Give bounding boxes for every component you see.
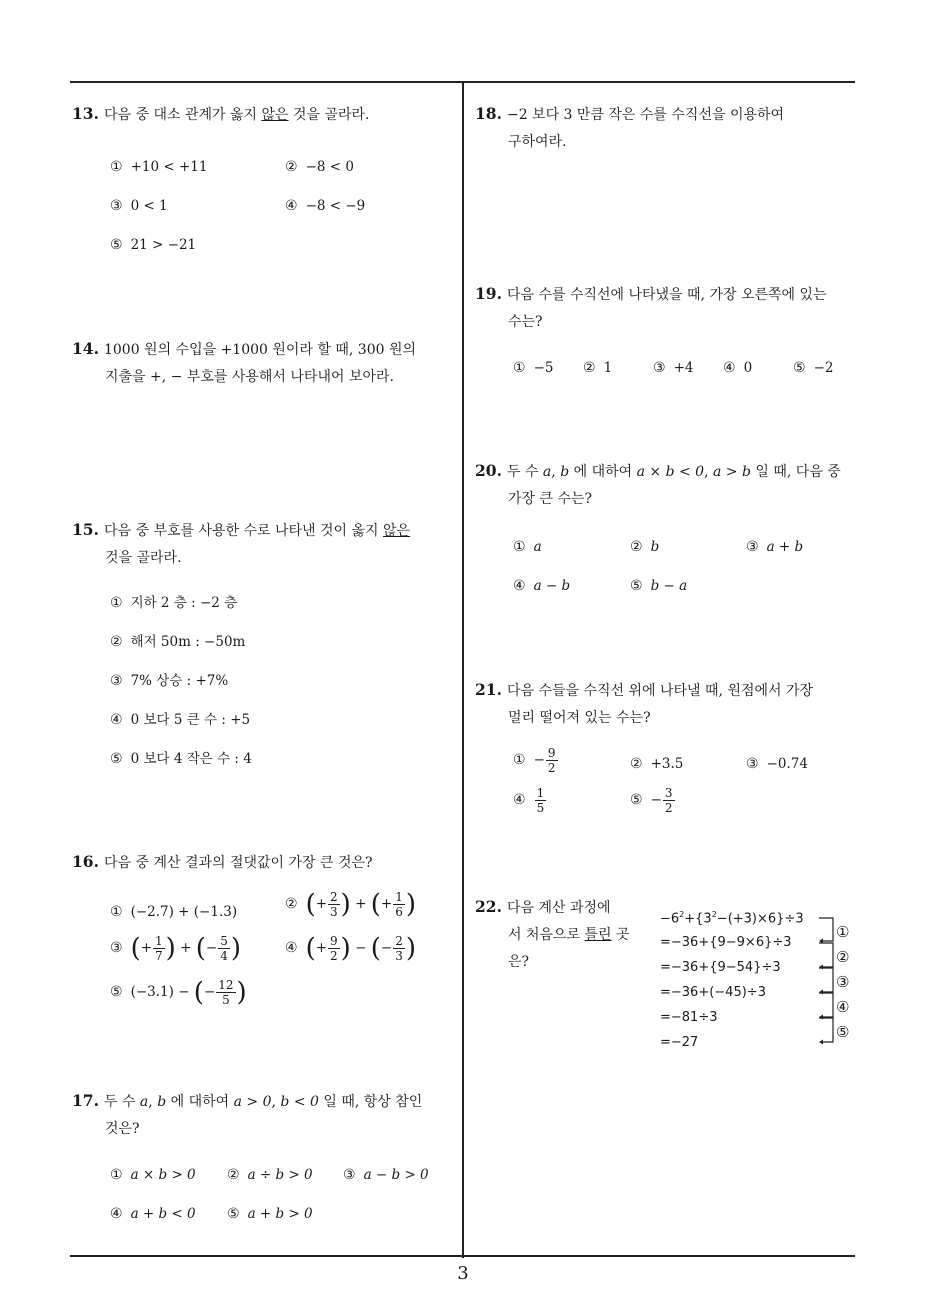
question-text: 구하여라. <box>508 134 567 150</box>
question-number: 19. <box>475 284 502 303</box>
question-text: 1000 원의 수입을 +1000 원이라 할 때, 300 원의 <box>103 342 417 358</box>
option[interactable]: ③ a − b > 0 <box>343 1167 429 1183</box>
calc-line: =−36+{9−9×6}÷3 <box>660 935 792 950</box>
option[interactable]: ⑤ − $\frac{3}{2}$ <box>630 786 673 815</box>
question-text: 다음 수를 수직선에 나타냈을 때, 가장 오른쪽에 있는 <box>506 287 827 303</box>
option[interactable]: ② (+ $\frac{2}{3}$ ) + (+ $\frac{1}{6}$ ) <box>285 889 416 920</box>
question-text: 다음 중 부호를 사용한 수로 나타낸 것이 옳지 않은 <box>103 523 411 539</box>
option[interactable]: ① a × b > 0 <box>110 1167 196 1183</box>
option[interactable]: ④ −8 < −9 <box>285 198 366 214</box>
option[interactable]: ③ (+ $\frac{1}{7}$ ) + (− $\frac{5}{4}$ ) <box>110 933 241 964</box>
bottom-rule <box>70 1255 855 1257</box>
question-19 <box>475 280 875 336</box>
option[interactable]: ② b <box>630 539 660 555</box>
option[interactable]: ① 지하 2 층 : −2 층 <box>110 595 238 611</box>
step-mark: ② <box>836 948 850 966</box>
calc-line: =−36+{9−54}÷3 <box>660 960 781 975</box>
column-divider <box>462 81 464 1258</box>
step-mark: ③ <box>836 973 850 991</box>
question-number: 15. <box>72 520 99 539</box>
calc-line: =−36+(−45)÷3 <box>660 985 766 1000</box>
question-number: 20. <box>475 461 502 480</box>
step-mark: ① <box>836 923 850 941</box>
option[interactable]: ③ −0.74 <box>746 756 808 772</box>
question-text: 멀리 떨어져 있는 수는? <box>508 710 651 726</box>
option[interactable]: ③ 7% 상승 : +7% <box>110 673 229 689</box>
question-text: 다음 계산 과정에 <box>506 900 611 916</box>
option[interactable]: ⑤ b − a <box>630 578 688 594</box>
question-22 <box>475 893 655 976</box>
question-text: 것은? <box>105 1121 140 1137</box>
question-text: 다음 중 대소 관계가 옳지 않은 것을 골라라. <box>103 107 370 123</box>
option[interactable]: ③ a + b <box>746 539 804 555</box>
question-16 <box>72 848 457 877</box>
question-text: 다음 중 계산 결과의 절댓값이 가장 큰 것은? <box>103 855 373 871</box>
option[interactable]: ③ +4 <box>653 360 694 376</box>
option[interactable]: ④ a − b <box>513 578 571 594</box>
question-17 <box>72 1087 457 1143</box>
option[interactable]: ④ 0 보다 5 큰 수 : +5 <box>110 712 251 728</box>
question-20 <box>475 457 875 513</box>
option[interactable]: ⑤ −2 <box>793 360 834 376</box>
question-number: 14. <box>72 339 99 358</box>
option[interactable]: ③ 0 < 1 <box>110 198 168 214</box>
question-text: 두 수 a, b 에 대하여 a > 0, b < 0 일 때, 항상 참인 <box>103 1094 423 1110</box>
question-text: 지출을 +, − 부호를 사용해서 나타내어 보아라. <box>105 369 394 385</box>
option[interactable]: ② a ÷ b > 0 <box>227 1167 313 1183</box>
calc-line: =−81÷3 <box>660 1010 718 1025</box>
question-text: 것을 골라라. <box>105 550 182 566</box>
calc-line: $-6^2+\{3^2-(+3)\times 6\}\div 3$ <box>660 910 804 927</box>
page-number: 3 <box>457 1263 469 1284</box>
option[interactable]: ④ (+ $\frac{9}{2}$ ) − (− $\frac{2}{3}$ ) <box>285 933 416 964</box>
question-text: −2 보다 3 만큼 작은 수를 수직선을 이용하여 <box>506 107 785 123</box>
option[interactable]: ① a <box>513 539 542 555</box>
option[interactable]: ② 1 <box>583 360 613 376</box>
option[interactable]: ② 해저 50m : −50m <box>110 634 246 650</box>
question-number: 17. <box>72 1091 99 1110</box>
option[interactable]: ② +3.5 <box>630 756 684 772</box>
option[interactable]: ④ 0 <box>723 360 753 376</box>
question-15 <box>72 516 457 572</box>
option[interactable]: ① −5 <box>513 360 554 376</box>
calc-line: =−27 <box>660 1035 699 1050</box>
option[interactable]: ⑤ 21 > −21 <box>110 237 197 253</box>
question-number: 22. <box>475 897 502 916</box>
option[interactable]: ⑤ a + b > 0 <box>227 1206 313 1222</box>
option[interactable]: ④ $\frac{1}{5}$ <box>513 786 545 815</box>
question-number: 18. <box>475 104 502 123</box>
question-text: 수는? <box>508 314 543 330</box>
question-number: 21. <box>475 680 502 699</box>
question-text: 가장 큰 수는? <box>508 491 593 507</box>
question-text: 은? <box>508 954 530 970</box>
option[interactable]: ④ a + b < 0 <box>110 1206 196 1222</box>
option[interactable]: ⑤ (−3.1) − (− $\frac{12}{5}$ ) <box>110 977 247 1008</box>
question-21 <box>475 676 875 732</box>
question-number: 13. <box>72 104 99 123</box>
question-13 <box>72 100 452 129</box>
step-mark: ⑤ <box>836 1023 850 1041</box>
question-14 <box>72 335 457 391</box>
question-text: 두 수 a, b 에 대하여 a × b < 0, a > b 일 때, 다음 중 <box>506 464 841 480</box>
option[interactable]: ① − $\frac{9}{2}$ <box>513 746 556 775</box>
question-18 <box>475 100 865 156</box>
option[interactable]: ⑤ 0 보다 4 작은 수 : 4 <box>110 751 252 767</box>
option[interactable]: ① (−2.7) + (−1.3) <box>110 904 238 920</box>
option[interactable]: ① +10 < +11 <box>110 159 208 175</box>
step-mark: ④ <box>836 998 850 1016</box>
question-number: 16. <box>72 852 99 871</box>
question-text: 서 처음으로 틀린 곳 <box>508 927 630 943</box>
option[interactable]: ② −8 < 0 <box>285 159 354 175</box>
question-text: 다음 수들을 수직선 위에 나타낼 때, 원점에서 가장 <box>506 683 814 699</box>
